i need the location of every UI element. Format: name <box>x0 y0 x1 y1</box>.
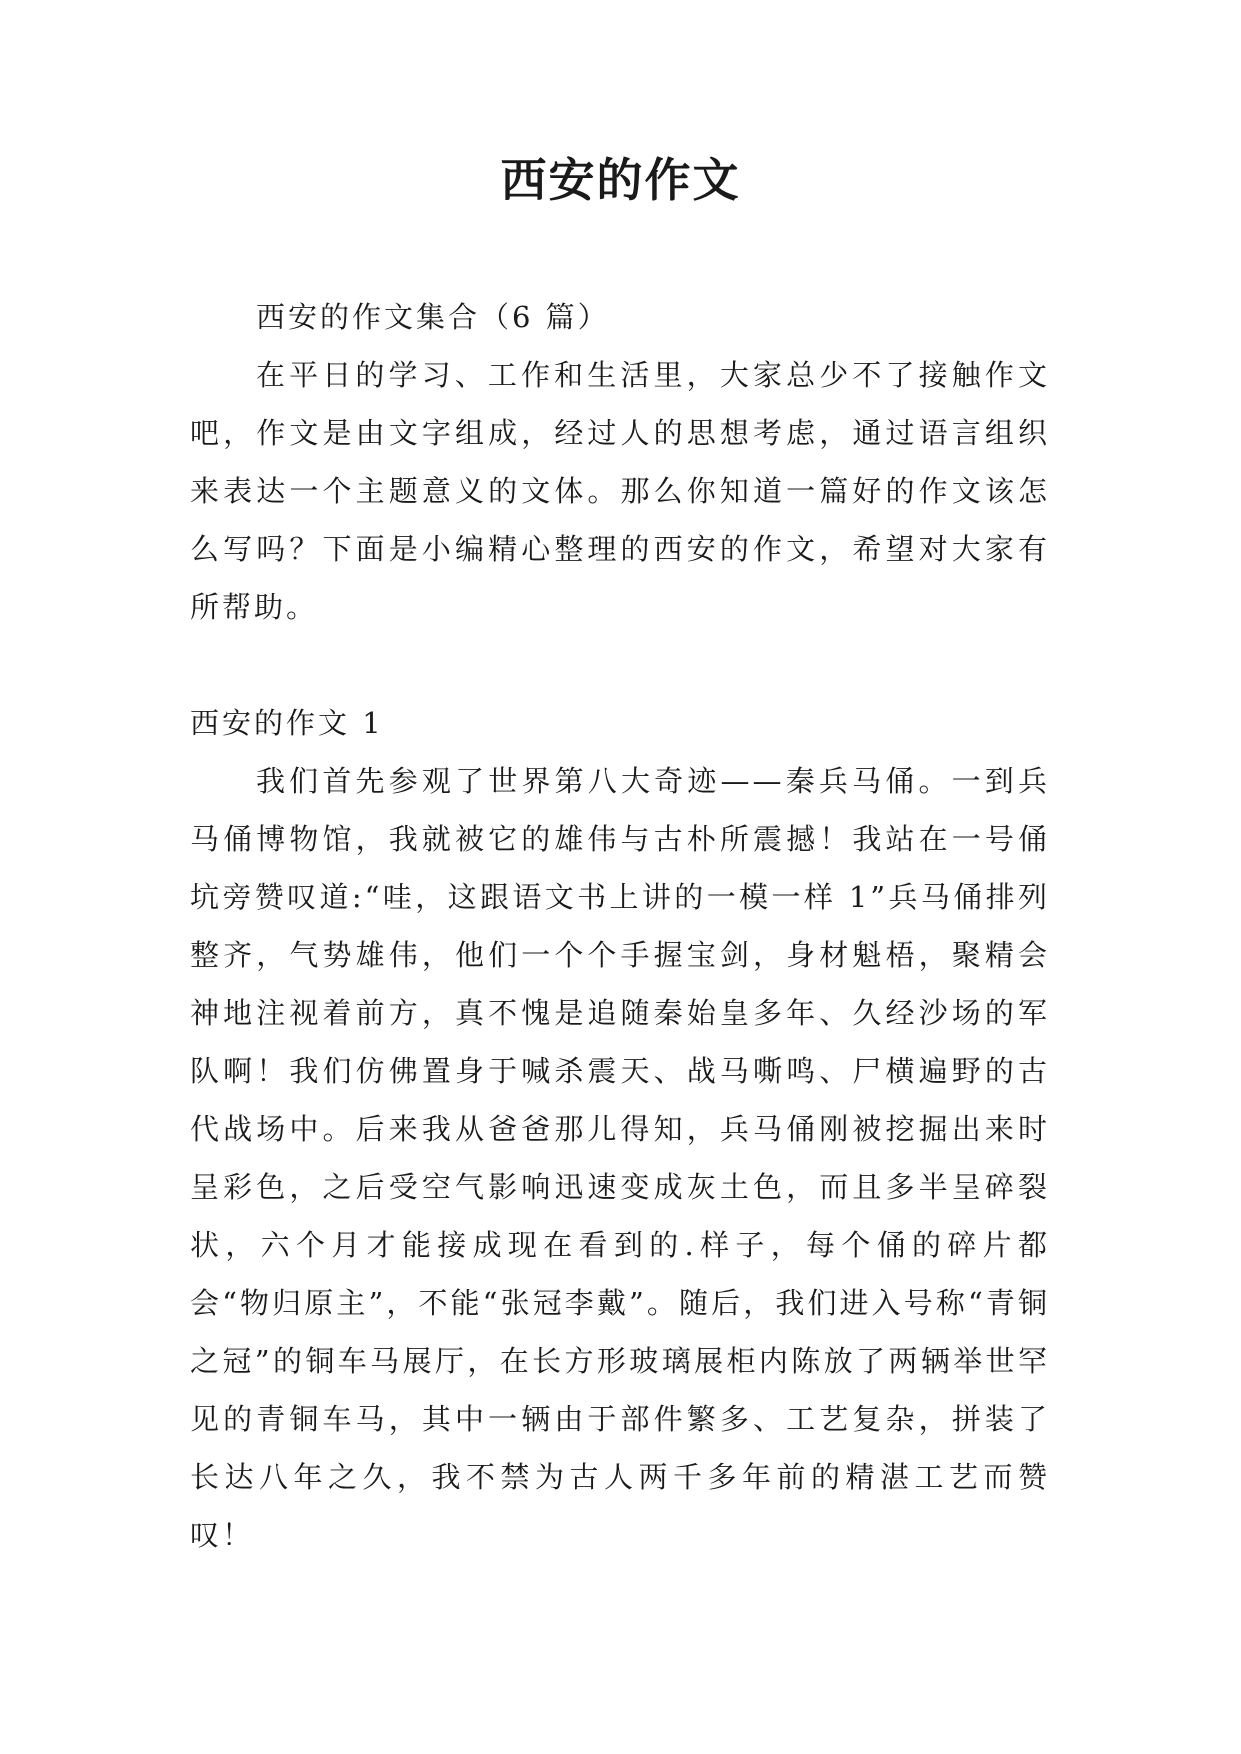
document-title: 西安的作文 <box>500 153 741 207</box>
essay-heading: 西安的作文 1 <box>190 706 384 740</box>
essay-paragraph: 我们首先参观了世界第八大奇迹——秦兵马俑。一到兵马俑博物馆，我就被它的雄伟与古朴所震撼！我站在一号俑坑旁赞叹道:“哇，这跟语文书上讲的一模一样 1”兵马俑排列整齐，气势雄伟，他们一个个手握宝剑，身材魁梧，聚精会神地注视着前方，真不愧是追随秦始皇多年、久经沙场的军队啊！我们仿佛置身于喊杀震天、战马嘶鸣、尸横遍野的古代战场中。后来我从爸爸那儿得知，兵马俑刚被挖掘出来时呈彩色，之后受空气影响迅速变成灰土色，而且多半呈碎裂状，六个月才能接成现在看到的.样子，每个俑的碎片都会“物归原主”，不能“张冠李戴”。随后，我们进入号称“青铜之冠”的铜车马展厅，在长方形玻璃展柜内陈放了两辆举世罕见的青铜车马，其中一辆由于部件繁多、工艺复杂，拼装了长达八年之久，我不禁为古人两千多年前的精湛工艺而赞叹！ <box>190 764 1050 1552</box>
intro-paragraph: 在平日的学习、工作和生活里，大家总少不了接触作文吧，作文是由文字组成，经过人的思想考虑，通过语言组织来表达一个主题意义的文体。那么你知道一篇好的作文该怎么写吗？下面是小编精心整理的西安的作文，希望对大家有所帮助。 <box>190 358 1050 624</box>
collection-subtitle: 西安的作文集合（6 篇） <box>256 300 610 334</box>
